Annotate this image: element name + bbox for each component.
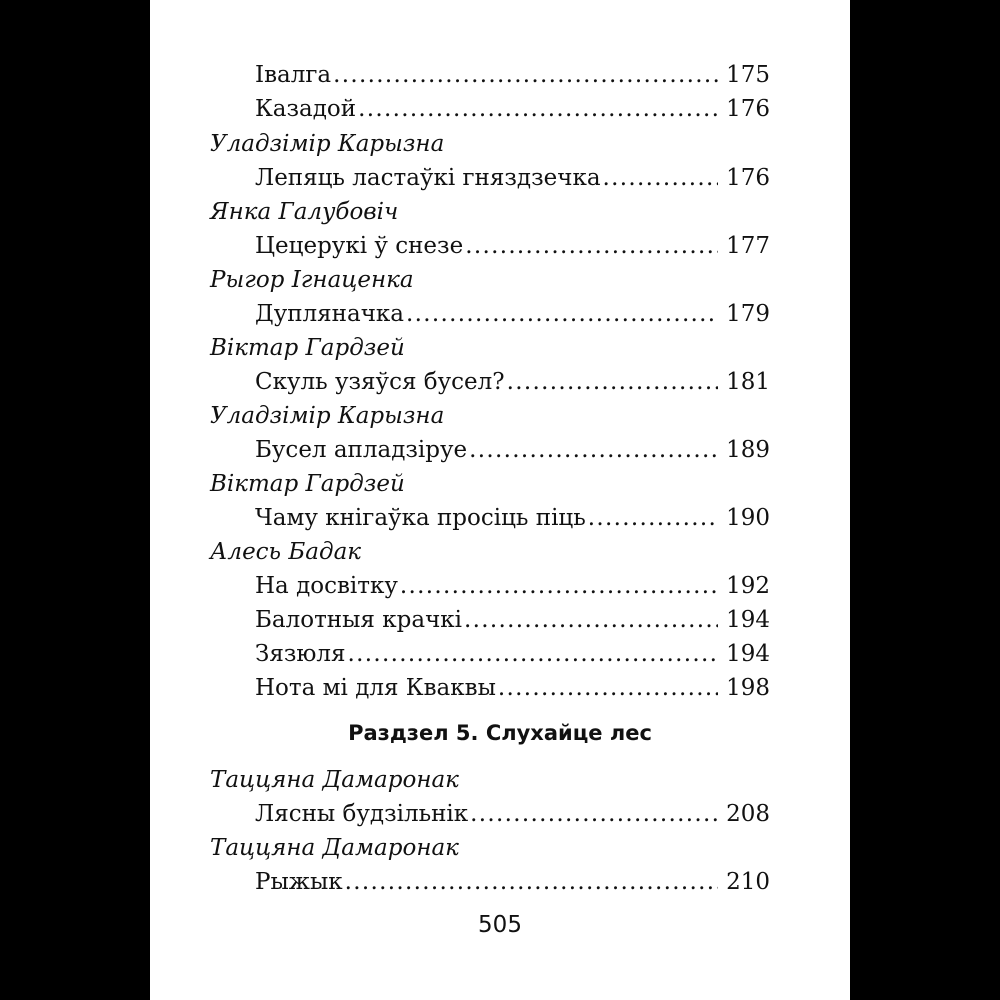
toc-entry [255,797,770,831]
toc-entry [255,433,770,467]
toc-entry-page: 190 [726,505,770,531]
toc-entry [255,297,770,331]
toc-leader-dots [406,297,718,331]
toc-author: Рыгор Ігнаценка [210,267,414,293]
toc-author: Таццяна Дамаронак [210,835,459,861]
toc-entry-page: 192 [726,573,770,599]
toc-entry-page: 175 [726,62,770,88]
toc-entry [255,365,770,399]
toc-entry-title: Цецерукі ў снезе [255,233,464,259]
toc-entry-page: 198 [726,675,770,701]
toc-entry-title: Дупляначка [255,301,405,327]
toc-author: Віктар Гардзей [210,471,405,497]
toc-entry-title: Рыжык [255,869,343,895]
toc-entry [255,58,770,92]
toc-entry-page: 181 [726,369,770,395]
toc-leader-dots [588,501,718,535]
toc-entry [255,569,770,603]
toc-entry-title: На досвітку [255,573,398,599]
toc-entry [255,603,770,637]
toc-leader-dots [498,671,718,705]
toc-entry-title: Лясны будзільнік [255,801,469,827]
toc-leader-dots [333,58,718,92]
toc-entry [255,671,770,705]
toc-author: Уладзімір Карызна [210,403,445,429]
toc-leader-dots [464,603,718,637]
toc-entry [255,637,770,671]
toc-entry [255,229,770,263]
toc-entry-title: Зязюля [255,641,346,667]
toc-entry-page: 208 [726,801,770,827]
toc-leader-dots [400,569,718,603]
toc-author: Алесь Бадак [210,539,362,565]
toc-entry-title: Лепяць ластаўкі гняздзечка [255,165,601,191]
book-page [150,0,850,1000]
toc-leader-dots [465,229,718,263]
toc-entry-page: 194 [726,607,770,633]
toc-author: Віктар Гардзей [210,335,405,361]
toc-leader-dots [348,637,719,671]
toc-leader-dots [345,865,718,899]
toc-entry-page: 210 [726,869,770,895]
toc-author: Уладзімір Карызна [210,131,445,157]
toc-entry-page: 176 [726,165,770,191]
toc-entry-page: 177 [726,233,770,259]
toc-entry-title: Бусел апладзіруе [255,437,468,463]
page-number: 505 [478,912,522,938]
toc-entry-page: 189 [726,437,770,463]
toc-author: Янка Галубовіч [210,199,399,225]
toc-entry-page: 179 [726,301,770,327]
toc-entry-page: 176 [726,96,770,122]
toc-entry-title: Івалга [255,62,332,88]
toc-entry-title: Балотныя крачкі [255,607,462,633]
section-heading: Раздзел 5. Слухайце лес [348,721,652,745]
toc-entry-title: Нота мі для Квaквы [255,675,496,701]
toc-entry [255,161,770,195]
toc-author: Таццяна Дамаронак [210,767,459,793]
toc-leader-dots [603,161,719,195]
toc-entry [255,501,770,535]
toc-leader-dots [470,797,718,831]
toc-entry [255,865,770,899]
toc-entry-page: 194 [726,641,770,667]
toc-leader-dots [358,92,718,126]
toc-entry-title: Чаму кнігаўка просіць піць [255,505,586,531]
toc-entry-title: Скуль узяўся бусел? [255,369,505,395]
toc-entry-title: Казадой [255,96,357,122]
toc-entry [255,92,770,126]
toc-leader-dots [469,433,718,467]
toc-leader-dots [507,365,719,399]
